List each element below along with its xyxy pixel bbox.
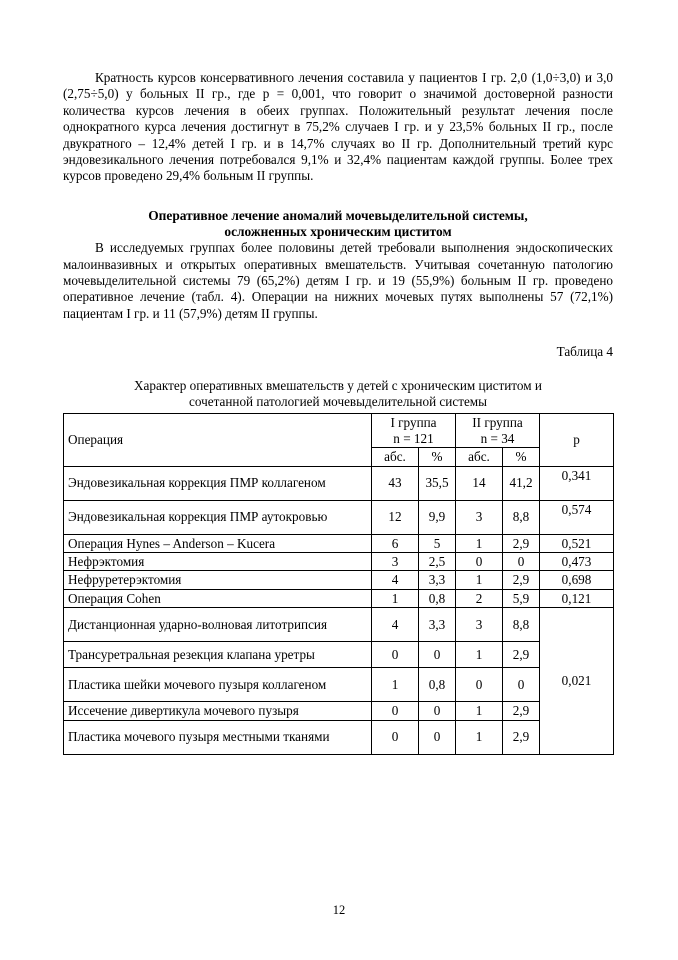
- table-title-line-1: Характер оперативных вмешательств у детей с хроническим циститом и: [134, 378, 542, 394]
- header-g2-pct: %: [503, 448, 540, 466]
- operation-name: Операция Hynes – Anderson – Kucera: [64, 534, 372, 552]
- g2-abs: 0: [456, 668, 503, 702]
- operation-name: Пластика мочевого пузыря местными тканями: [64, 720, 372, 754]
- table-row: [64, 702, 614, 720]
- document-page: [63, 70, 613, 755]
- g2-pct: 41,2: [503, 466, 540, 500]
- operation-name: Эндовезикальная коррекция ПМР коллагеном: [64, 466, 372, 500]
- g2-pct: 5,9: [503, 589, 540, 607]
- g2-pct: 2,9: [503, 720, 540, 754]
- header-g1-abs: абс.: [372, 448, 419, 466]
- section-heading: [63, 208, 613, 240]
- operation-name: Трансуретральная резекция клапана уретры: [64, 642, 372, 668]
- g1-pct: 2,5: [419, 552, 456, 570]
- g2-abs: 1: [456, 534, 503, 552]
- g2-pct: 2,9: [503, 571, 540, 589]
- g1-pct: 0: [419, 642, 456, 668]
- p-value: 0,574: [540, 500, 614, 534]
- g1-pct: 0: [419, 720, 456, 754]
- table-row: [64, 534, 614, 552]
- g1-abs: 43: [372, 466, 419, 500]
- g2-abs: 1: [456, 571, 503, 589]
- page-number: 12: [332, 903, 346, 917]
- table-title: [63, 378, 613, 410]
- table-title-line-2: сочетанной патологией мочевыделительной системы: [188, 394, 488, 410]
- table-row: [64, 589, 614, 607]
- header-group-2-name: II группа: [472, 415, 523, 431]
- g2-abs: 3: [456, 608, 503, 642]
- g2-abs: 3: [456, 500, 503, 534]
- operation-name: Иссечение дивертикула мочевого пузыря: [64, 702, 372, 720]
- g1-abs: 4: [372, 571, 419, 589]
- p-value-merged: 0,021: [540, 608, 614, 754]
- g1-abs: 1: [372, 668, 419, 702]
- header-group-1: [372, 414, 456, 448]
- p-value: 0,521: [540, 534, 614, 552]
- table-row: [64, 571, 614, 589]
- g1-abs: 0: [372, 642, 419, 668]
- g2-pct: 0: [503, 552, 540, 570]
- g1-abs: 6: [372, 534, 419, 552]
- operation-name: Пластика шейки мочевого пузыря коллагеном: [64, 668, 372, 702]
- header-group-1-n: n = 121: [393, 430, 434, 446]
- g2-pct: 2,9: [503, 642, 540, 668]
- g1-pct: 9,9: [419, 500, 456, 534]
- g1-pct: 3,3: [419, 571, 456, 589]
- g2-abs: 14: [456, 466, 503, 500]
- header-operation: Операция: [64, 414, 372, 466]
- header-group-2-n: n = 34: [480, 430, 515, 446]
- p-value: 0,698: [540, 571, 614, 589]
- g2-abs: 1: [456, 642, 503, 668]
- header-group-1-name: I группа: [390, 415, 437, 431]
- paragraph-courses: Кратность курсов консервативного лечения составила у пациентов I гр. 2,0 (1,0÷3,0) и 3,0 (2,75÷5,0) у больных II гр., где p = 0,001, что говорит о значимой достоверной разности количества курсов лечения в обеих группах. Положительный результат лечения после однократного курса лечения достигнут в 75,2% случаев I гр. и у 23,5% больных II гр., после двукратного – 12,4% детей I гр. и в 14,7% случаях во II гр. Дополнительный третий курс эндовезикального лечения потребовался 9,1% и 32,4% пациентам каждой группы. Более трех курсов проведено 29,4% больным II группы.: [63, 70, 613, 184]
- g1-abs: 3: [372, 552, 419, 570]
- paragraph-operations: В исследуемых группах более половины детей требовали выполнения эндоскопических малоинвазивных и открытых оперативных вмешательств. Учитывая сочетанную патологию мочевыделительной системы 79 (65,2%) детям I гр. и 19 (55,9%) больным II гр. проведено оперативное лечение (табл. 4). Операции на нижних мочевых путях выполнены 57 (72,1%) пациентам I гр. и 11 (57,9%) детям II группы.: [63, 240, 613, 321]
- g2-pct: 8,8: [503, 500, 540, 534]
- g2-abs: 0: [456, 552, 503, 570]
- table-row: [64, 642, 614, 668]
- section-heading-line-1: Оперативное лечение аномалий мочевыделительной системы,: [148, 207, 528, 223]
- p-value: 0,473: [540, 552, 614, 570]
- g2-abs: 2: [456, 589, 503, 607]
- g1-abs: 1: [372, 589, 419, 607]
- header-p: p: [540, 414, 614, 466]
- g1-abs: 0: [372, 720, 419, 754]
- section-heading-line-2: осложненных хроническим циститом: [224, 224, 452, 240]
- table-row: [64, 466, 614, 500]
- g1-pct: 0,8: [419, 668, 456, 702]
- g1-pct: 35,5: [419, 466, 456, 500]
- operations-table: [63, 413, 614, 754]
- g1-abs: 0: [372, 702, 419, 720]
- p-value: 0,121: [540, 589, 614, 607]
- g1-abs: 4: [372, 608, 419, 642]
- g1-pct: 0,8: [419, 589, 456, 607]
- g2-pct: 2,9: [503, 702, 540, 720]
- table-row: [64, 668, 614, 702]
- g1-abs: 12: [372, 500, 419, 534]
- table-label: Таблица 4: [556, 344, 613, 360]
- header-g2-abs: абс.: [456, 448, 503, 466]
- operation-name: Нефрэктомия: [64, 552, 372, 570]
- g1-pct: 0: [419, 702, 456, 720]
- g1-pct: 5: [419, 534, 456, 552]
- g2-abs: 1: [456, 720, 503, 754]
- operation-name: Эндовезикальная коррекция ПМР аутокровью: [64, 500, 372, 534]
- header-g1-pct: %: [419, 448, 456, 466]
- table-row: [64, 720, 614, 754]
- p-value: 0,341: [540, 466, 614, 500]
- table-row: [64, 500, 614, 534]
- g2-pct: 2,9: [503, 534, 540, 552]
- operation-name: Нефруретерэктомия: [64, 571, 372, 589]
- g2-pct: 0: [503, 668, 540, 702]
- operation-name: Дистанционная ударно-волновая литотрипсия: [64, 608, 372, 642]
- g1-pct: 3,3: [419, 608, 456, 642]
- g2-pct: 8,8: [503, 608, 540, 642]
- operation-name: Операция Cohen: [64, 589, 372, 607]
- header-group-2: [456, 414, 540, 448]
- g2-abs: 1: [456, 702, 503, 720]
- table-row: [64, 608, 614, 642]
- table-row: [64, 552, 614, 570]
